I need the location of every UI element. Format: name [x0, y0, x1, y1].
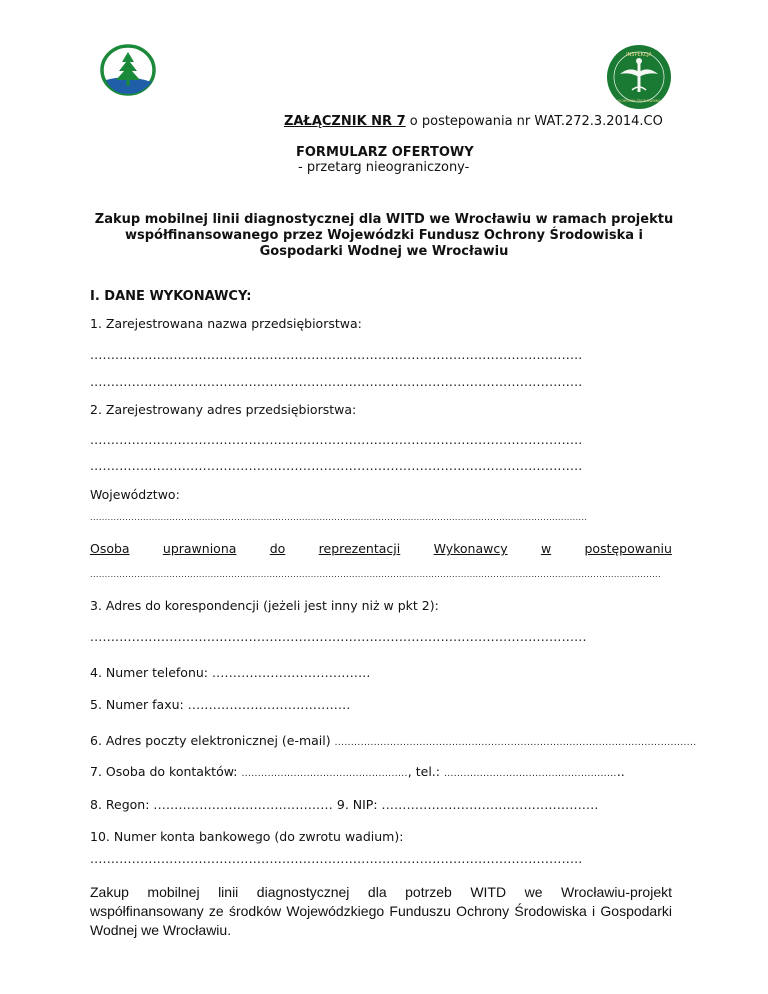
rep-word-2: uprawniona: [162, 541, 237, 556]
voivodeship-line[interactable]: .........................................................................................................................................................................: [90, 513, 588, 522]
field-7: 7. Osoba do kontaktów: ..................................................., tel.: .......................................................: [90, 764, 625, 779]
inspektorat-logo: [606, 44, 672, 110]
field-3-line[interactable]: .......................................................................................................................: [90, 629, 587, 644]
rep-word-6: w: [540, 541, 552, 556]
rep-word-1: Osoba: [90, 541, 130, 556]
field-3-label: 3. Adres do korespondencji (jeżeli jest inny niż w pkt 2):: [90, 598, 439, 613]
subject-line-2: współfinansowanego przez Wojewódzki Fundusz Ochrony Środowiska i: [124, 228, 643, 243]
field-7-tel-dots[interactable]: .....................................................: [443, 769, 617, 779]
field-4: [90, 665, 371, 680]
field-4-label: 4. Numer telefonu:: [90, 665, 209, 680]
field-7-tel-label: , tel.:: [407, 764, 440, 779]
field-5: [90, 697, 351, 712]
field-2-label: 2. Zarejestrowany adres przedsiębiorstwa:: [90, 402, 357, 417]
section-heading: I. DANE WYKONAWCY:: [90, 289, 252, 304]
attachment-label: ZAŁĄCZNIK NR 7: [284, 114, 406, 129]
svg-text:OCHRONY ŚRODOWISKA: OCHRONY ŚRODOWISKA: [617, 99, 661, 103]
field-10-line[interactable]: ......................................................................................................................: [90, 851, 583, 866]
attachment-line: [284, 114, 663, 129]
field-4-dots[interactable]: ......................................: [212, 665, 371, 680]
representative-line: [90, 541, 672, 556]
field-7-dots[interactable]: ...................................................: [241, 769, 408, 779]
subject-line-3: Gospodarki Wodnej we Wrocławiu: [259, 244, 509, 259]
rep-word-4: reprezentacji: [318, 541, 401, 556]
tree-logo: [100, 44, 156, 96]
form-title: FORMULARZ OFERTOWY: [296, 145, 474, 160]
field-5-dots[interactable]: .......................................: [187, 697, 351, 712]
field-9-dots[interactable]: ....................................................: [381, 797, 599, 812]
field-9-label: 9. NIP:: [336, 797, 378, 812]
field-6-label: 6. Adres poczty elektronicznej (e-mail): [90, 733, 331, 748]
rep-word-5: Wykonawcy: [433, 541, 508, 556]
field-7-label: 7. Osoba do kontaktów:: [90, 764, 238, 779]
field-8-label: 8. Regon:: [90, 797, 150, 812]
field-2-line-a[interactable]: ......................................................................................................................: [90, 432, 583, 447]
field-5-label: 5. Numer faxu:: [90, 697, 184, 712]
field-8-dots[interactable]: ...........................................: [153, 797, 333, 812]
rep-word-7: postępowaniu: [584, 541, 672, 556]
field-1-label: 1. Zarejestrowana nazwa przedsiębiorstwa:: [90, 316, 362, 331]
form-subtitle: - przetarg nieograniczony-: [298, 160, 470, 175]
subject-line-1: Zakup mobilnej linii diagnostycznej dla WITD we Wrocławiu w ramach projektu: [94, 212, 674, 227]
voivodeship-label: Województwo:: [90, 487, 180, 502]
field-2-line-b[interactable]: ......................................................................................................................: [90, 458, 583, 473]
field-6: [90, 733, 697, 748]
attachment-suffix: o postepowania nr WAT.272.3.2014.CO: [405, 114, 663, 129]
rep-word-3: do: [269, 541, 286, 556]
field-10-label: 10. Numer konta bankowego (do zwrotu wadium):: [90, 829, 404, 844]
representative-dots[interactable]: ..................................................................................................................................................................................................: [90, 570, 661, 579]
field-1-line-a[interactable]: ......................................................................................................................: [90, 347, 583, 362]
svg-text:INSPEKCJA: INSPEKCJA: [626, 52, 652, 58]
field-1-line-b[interactable]: ......................................................................................................................: [90, 374, 583, 389]
field-6-dots[interactable]: ...............................................................................................................: [334, 738, 697, 748]
footer-paragraph: Zakup mobilnej linii diagnostycznej dla potrzeb WITD we Wrocławiu-projekt współfinansowany ze środków Wojewódzkiego Funduszu Ochrony Środowiska i Gospodarki Wodnej we Wrocławiu.: [90, 884, 672, 938]
field-8-9: [90, 797, 599, 812]
